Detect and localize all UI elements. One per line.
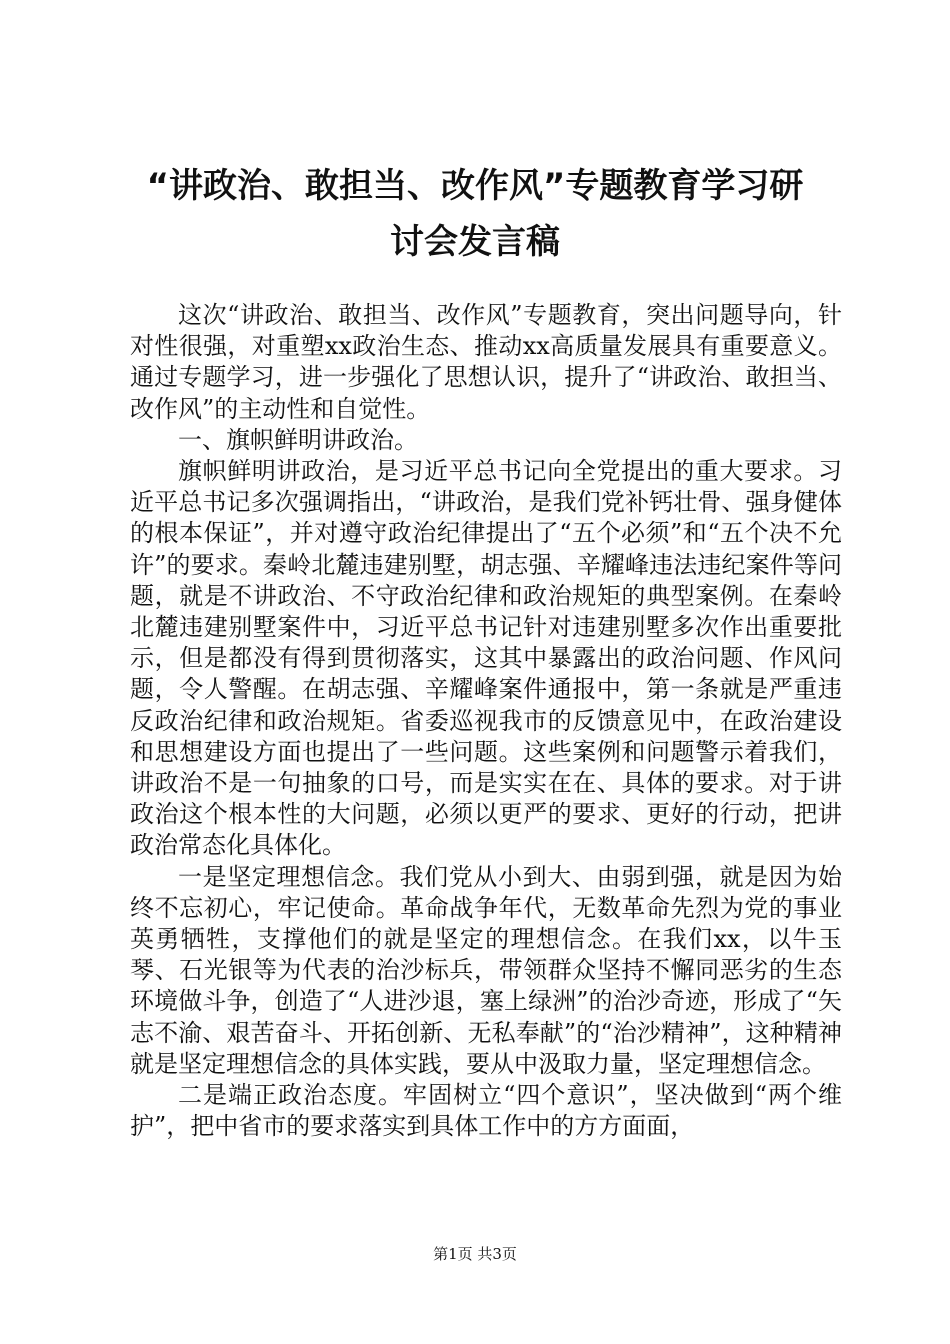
paragraph-politics: 旗帜鲜明讲政治，是习近平总书记向全党提出的重大要求。习近平总书记多次强调指出，“讲政治，是我们党补钙壮骨、强身健体的根本保证”，并对遵守政治纪律提出了“五个必须”和“五个决不允许”的要求。秦岭北麓违建别墅，胡志强、辛耀峰违法违纪案件等问题，就是不讲政治、不守政治纪律和政治规矩的典型案例。在秦岭北麓违建别墅案件中，习近平总书记针对违建别墅多次作出重要批示，但是都没有得到贯彻落实，这其中暴露出的政治问题、作风问题，令人警醒。在胡志强、辛耀峰案件通报中，第一条就是严重违反政治纪律和政治规矩。省委巡视我市的反馈意见中，在政治建设和思想建设方面也提出了一些问题。这些案例和问题警示着我们，讲政治不是一句抽象的口号，而是实实在在、具体的要求。对于讲政治这个根本性的大问题，必须以更严的要求、更好的行动，把讲政治常态化具体化。 [130,457,842,860]
title-line-1: “讲政治、敢担当、改作风”专题教育学习研 [146,166,804,206]
document-title [100,158,850,270]
section-heading: 一、旗帜鲜明讲政治。 [178,425,418,454]
page-footer: 第1页 共3页 [433,1245,517,1263]
paragraph-intro: 这次“讲政治、敢担当、改作风”专题教育，突出问题导向，针对性很强，对重塑xx政治生态、推动xx高质量发展具有重要意义。通过专题学习，进一步强化了思想认识，提升了“讲政治、敢担当、改作风”的主动性和自觉性。 [130,301,842,423]
document-body [130,300,842,1142]
paragraph-attitude: 二是端正政治态度。牢固树立“四个意识”，坚决做到“两个维护”，把中省市的要求落实到具体工作中的方方面面， [130,1081,842,1141]
paragraph-ideals: 一是坚定理想信念。我们党从小到大、由弱到强，就是因为始终不忘初心，牢记使命。革命战争年代，无数革命先烈为党的事业英勇牺牲，支撑他们的就是坚定的理想信念。在我们xx，以牛玉琴、石光银等为代表的治沙标兵，带领群众坚持不懈同恶劣的生态环境做斗争，创造了“人进沙退，塞上绿洲”的治沙奇迹，形成了“矢志不渝、艰苦奋斗、开拓创新、无私奉献”的“治沙精神”，这种精神就是坚定理想信念的具体实践，要从中汲取力量，坚定理想信念。 [130,862,842,1078]
title-line-2: 讨会发言稿 [390,222,560,262]
